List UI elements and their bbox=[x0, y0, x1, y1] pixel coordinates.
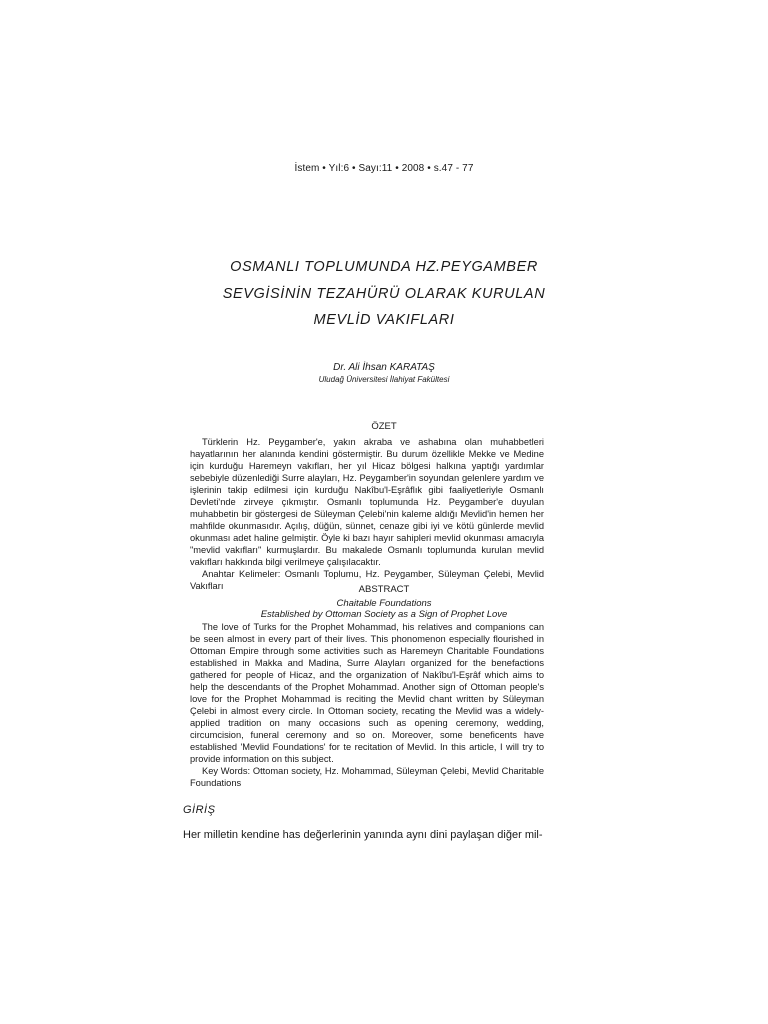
journal-citation: İstem • Yıl:6 • Sayı:11 • 2008 • s.47 - 77 bbox=[294, 163, 474, 174]
abstract-section bbox=[190, 621, 544, 789]
author-affiliation: Uludağ Üniversitesi İlahiyat Fakültesi bbox=[318, 375, 450, 384]
author-name: Dr. Ali İhsan KARATAŞ bbox=[333, 362, 435, 373]
section-heading-giris: GİRİŞ bbox=[183, 804, 216, 816]
abstract-heading: ABSTRACT bbox=[358, 584, 410, 595]
ozet-keywords: Anahtar Kelimeler: Osmanlı Toplumu, Hz. Peygamber, Süleyman Çelebi, Mevlid Vakıfları bbox=[190, 569, 544, 591]
title-line-1: OSMANLI TOPLUMUNDA HZ.PEYGAMBER bbox=[230, 259, 538, 275]
abstract-subtitle-2: Established by Ottoman Society as a Sign of Prophet Love bbox=[260, 609, 508, 620]
abstract-subtitle-1: Chaitable Foundations bbox=[336, 598, 432, 609]
article-title bbox=[0, 254, 768, 334]
abstract-keywords: Key Words: Ottoman society, Hz. Mohammad, Süleyman Çelebi, Mevlid Charitable Foundations bbox=[190, 766, 544, 788]
body-first-line: Her milletin kendine has değerlerinin yanında aynı dini paylaşan diğer mil- bbox=[183, 829, 543, 841]
ozet-section bbox=[190, 436, 544, 592]
title-line-2: SEVGİSİNİN TEZAHÜRÜ OLARAK KURULAN bbox=[222, 285, 546, 302]
ozet-paragraph: Türklerin Hz. Peygamber'e, yakın akraba ve ashabına olan muhabbetleri hayatlarının her alanında kendini göstermiştir. Bu durum özellikle Mekke ve Medine için kurduğu Haremeyn vakıfları, her yıl Hicaz bölgesi halkına yaptığı yardımlar sebebiyle düzenlediği Surre alayları, Hz. Peygamber'in soyundan gelenlere yardım ve işlerinin takip edilmesi için kurduğu Nakîbu'l-Eşrâflık gibi faaliyetleriyle Osmanlı Devleti'nde zirveye çıkmıştır. Osmanlı toplumunda Hz. Peygamber'e duyulan muhabbetin bir göstergesi de Süleyman Çelebi'nin kaleme aldığı Mevlid'in hemen her mahfilde okunmasıdır. Açılış, düğün, sünnet, cenaze gibi iyi ve kötü günlerde mevlid okunması adet haline gelmiştir. Öyle ki bazı hayır sahipleri mevlid okunması amacıyla "mevlid vakıfları" kurmuşlardır. Bu makalede Osmanlı toplumunda kurulan mevlid vakıfları hakkında bilgi verilmeye çalışılacaktır. bbox=[190, 437, 544, 567]
ozet-heading: ÖZET bbox=[371, 421, 397, 432]
abstract-paragraph: The love of Turks for the Prophet Mohammad, his relatives and companions can be seen almost in every part of their lives. This phonomenon especially flourished in Ottoman Empire through some activities such as Haremeyn Charitable Foundations established in Makka and Madina, Surre Alayları organized for the benefactions gathered for people of Hicaz, and the organization of Nakîbu'l-Eşrâf which aims to help the descendants of the Prophet Mohammad. Another sign of Ottoman people's love for the Prophet Mohammad is reciting the Mevlid chant written by Süleyman Çelebi in almost every circle. In Ottoman society, recating the Mevlid was a widely-applied tradition on many occasions such as opening ceremony, wedding, circumcision, funeral ceremony and so on. Moreover, some beneficents have established 'Mevlid Foundations' for te recitation of Mevlid. In this article, I will try to provide information on this subject. bbox=[190, 622, 544, 764]
title-line-3: MEVLİD VAKIFLARI bbox=[313, 312, 455, 328]
